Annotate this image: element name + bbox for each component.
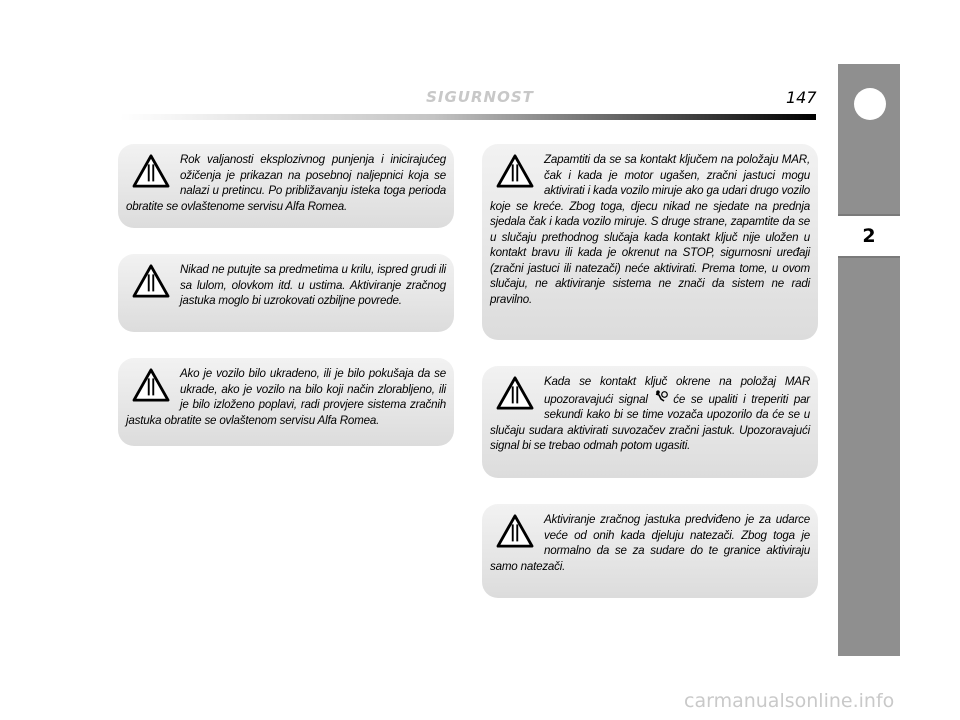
warning-box [118, 144, 454, 228]
warning-triangle-icon [132, 264, 170, 298]
warning-triangle-icon [132, 154, 170, 188]
warning-box [482, 504, 818, 598]
warning-triangle-icon [496, 514, 534, 548]
warning-triangle-icon [496, 376, 534, 410]
header-divider [120, 114, 816, 120]
warning-triangle-icon [496, 154, 534, 188]
section-title: SIGURNOST [426, 88, 534, 106]
page-number: 147 [786, 88, 817, 107]
warning-triangle-icon [132, 368, 170, 402]
warning-text-after: će se upaliti i treperiti par sekundi kako bi se time vozača upozorilo da će se u slučaju sudara aktivirati suvozačev zračni jastuk. Upozoravajući signal bi se trebao odmah potom ugasiti. [490, 392, 810, 452]
warning-box [482, 144, 818, 340]
warning-box [118, 358, 454, 446]
chapter-marker-dot [854, 88, 886, 120]
warning-box [482, 366, 818, 478]
warning-text: Rok valjanosti eksplozivnog punjenja i inicirajućeg ožičenja je prikazan na posebnoj naljepnici koja se nalazi u pretincu. Po približavanju isteka toga perioda obratite se ovlaštenome servisu Alfa Romea. [126, 153, 446, 213]
chapter-side-tab [838, 64, 900, 656]
warning-text-before: Kada se kontakt ključ okrene na položaj MAR upozoravajući signal [544, 375, 810, 406]
warning-text: Zapamtiti da se sa kontakt ključem na položaju MAR, čak i kada je motor ugašen, zračni jastuci mogu aktivirati i kada vozilo miruje ako ga udari drugo vozilo koje se kreće. Zbog toga, djecu nikad ne sjedate na prednja sjedala čak i kada vozilo miruje. S druge strane, zapamtite da se u slučaju prethodnog slučaja kada kontakt ključ nije uložen u kontakt bravu ili kada je okrenut na STOP, sigurnosni uređaji (zračni jastuci ili natezači) neće aktivirati. Prema tome, u ovom slučaju, ne aktiviranje sistema ne znači da sistem ne radi pravilno. [490, 153, 810, 306]
warning-text: Aktiviranje zračnog jastuka predviđeno je za udarce veće od onih kada djeluju natezači. Zbog toga je normalno da se za sudare do te granice aktiviraju samo natezači. [490, 513, 810, 573]
watermark: carmanualsonline.info [684, 690, 895, 712]
warning-text: Nikad ne putujte sa predmetima u krilu, ispred grudi ili sa lulom, olovkom itd. u ustima. Aktiviranje zračnog jastuka moglo bi uzrokovati ozbiljne povrede. [180, 263, 446, 307]
airbag-warning-light-icon [654, 390, 668, 402]
chapter-number: 2 [838, 214, 900, 258]
warning-text [490, 374, 810, 454]
warning-text: Ako je vozilo bilo ukradeno, ili je bilo pokušaja da se ukrade, ako je vozilo na bilo koji način zlorabljeno, ili je bilo izloženo poplavi, radi provjere sistema zračnih jastuka obratite se ovlaštenom servisu Alfa Romea. [126, 367, 446, 427]
warning-box [118, 254, 454, 332]
